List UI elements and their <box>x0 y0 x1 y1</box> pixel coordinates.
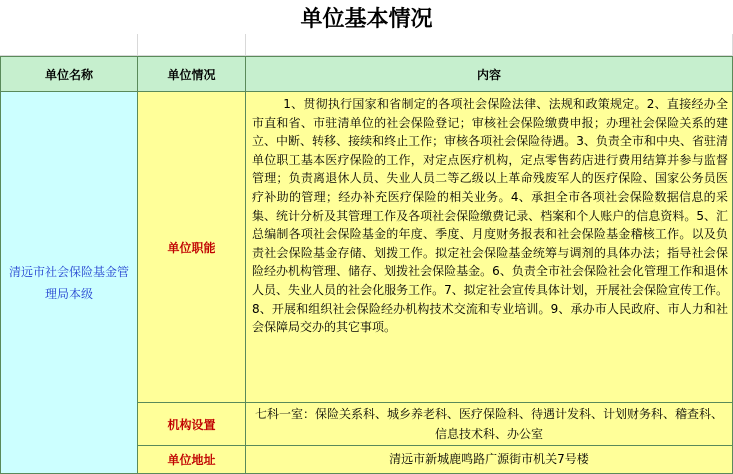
label-structure[interactable]: 机构设置 <box>138 403 246 446</box>
label-functions[interactable]: 单位职能 <box>138 92 246 403</box>
header-content[interactable]: 内容 <box>246 56 733 92</box>
page-title[interactable]: 单位基本情况 <box>0 0 733 34</box>
content-functions[interactable]: 1、贯彻执行国家和省制定的各项社会保险法律、法规和政策规定。2、直接经办全市直和省、市驻清单位的社会保险登记；审核社会保险缴费申报；办理社会保险关系的建立、中断、转移、接续和终止工作；审核各项社会保险待遇。3、负责全市和中央、省驻清单位职工基本医疗保险的工作，对定点医疗机构，定点零售药店进行费用结算并参与监督管理；负责离退休人员、失业人员二等乙级以上革命残废军人的医疗保险、国家公务员医疗补助的管理；经办补充医疗保险的相关业务。4、承担全市各项社会保险数据信息的采集、统计分析及其管理工作及各项社会保险缴费记录、档案和个人账户的信息资料。5、汇总编制各项社会保险基金的年度、季度、月度财务报表和社会保险基金稽核工作。以及负责社会保险基金存储、划拨工作。拟定社会保险基金统筹与调剂的具体办法；指导社会保险经办机构管理、储存、划拨社会保险基金。6、负责全市社会保险社会化管理工作和退休人员、失业人员的社会化服务工作。7、拟定社会宣传具体计划，开展社会保险宣传工作。8、开展和组织社会保险经办机构技术交流和专业培训。9、承办市人民政府、市人力和社会保障局交办的其它事项。 <box>246 92 733 403</box>
content-structure[interactable]: 七科一室：保险关系科、城乡养老科、医疗保险科、待遇计发科、计划财务科、稽查科、信息技术科、办公室 <box>246 403 733 446</box>
content-address[interactable]: 清远市新城鹿鸣路广源街市机关7号楼 <box>246 446 733 474</box>
header-unit-name[interactable]: 单位名称 <box>0 56 138 92</box>
label-address[interactable]: 单位地址 <box>138 446 246 474</box>
empty-cell[interactable] <box>138 34 246 56</box>
empty-cell[interactable] <box>246 34 733 56</box>
empty-cell[interactable] <box>0 34 138 56</box>
header-unit-info[interactable]: 单位情况 <box>138 56 246 92</box>
unit-name-cell[interactable]: 清远市社会保险基金管理局本级 <box>0 92 138 474</box>
